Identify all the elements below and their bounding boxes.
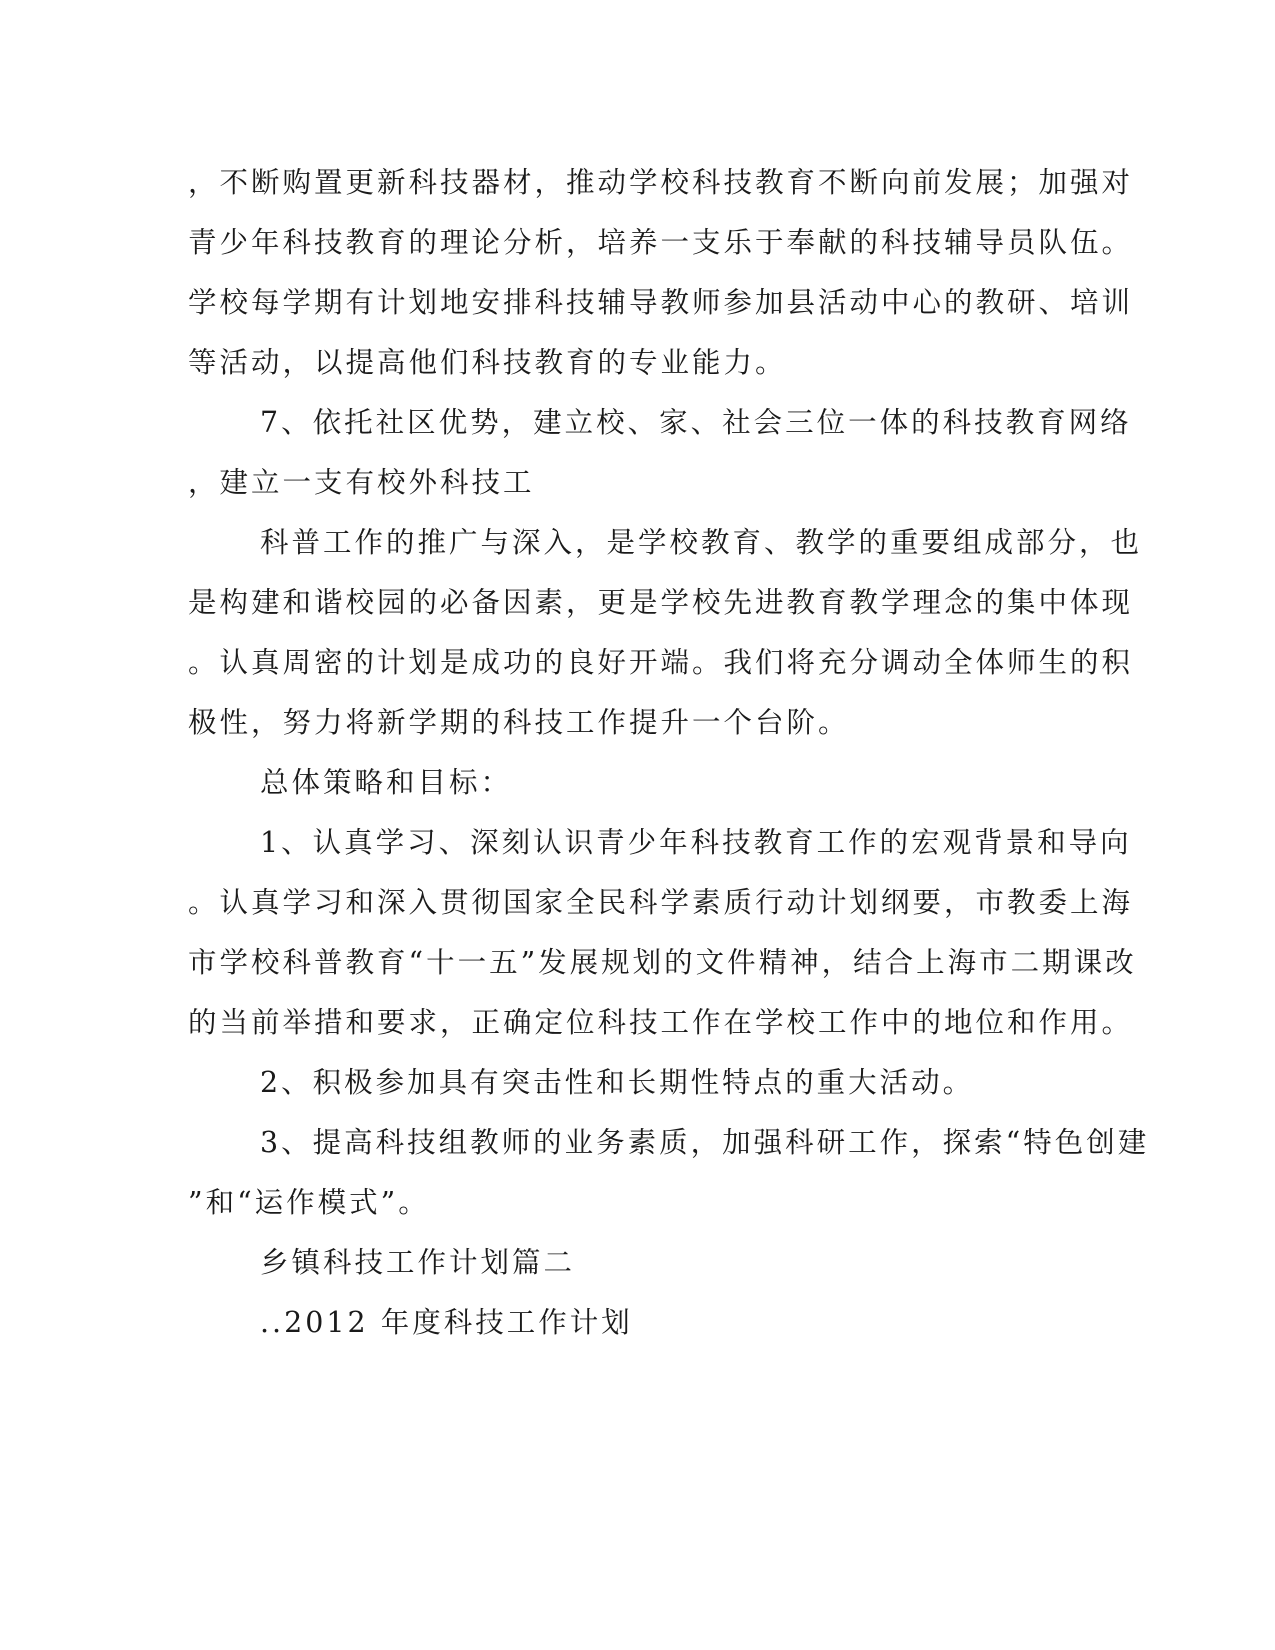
text-line: 市学校科普教育“十一五”发展规划的文件精神，结合上海市二期课改 — [188, 946, 1137, 979]
text-line: ，建立一支有校外科技工 — [188, 466, 535, 499]
paragraph-start-line: 1、认真学习、深刻认识青少年科技教育工作的宏观背景和导向 — [260, 826, 1132, 859]
section-heading: 乡镇科技工作计划篇二 — [260, 1246, 576, 1279]
text-line: ”和“运作模式”。 — [188, 1186, 430, 1219]
paragraph-start-line: 科普工作的推广与深入，是学校教育、教学的重要组成部分，也 — [260, 526, 1143, 559]
section-heading: 总体策略和目标： — [260, 766, 513, 799]
text-line: 。认真周密的计划是成功的良好开端。我们将充分调动全体师生的积 — [188, 646, 1134, 679]
text-line: 学校每学期有计划地安排科技辅导教师参加县活动中心的教研、培训 — [188, 286, 1134, 319]
section-heading: ..2012 年度科技工作计划 — [260, 1306, 633, 1339]
paragraph-start-line: 7、依托社区优势，建立校、家、社会三位一体的科技教育网络 — [260, 406, 1132, 439]
paragraph-start-line: 3、提高科技组教师的业务素质，加强科研工作，探索“特色创建 — [260, 1126, 1150, 1159]
text-line: 等活动，以提高他们科技教育的专业能力。 — [188, 346, 787, 379]
text-line: 青少年科技教育的理论分析，培养一支乐于奉献的科技辅导员队伍。 — [188, 226, 1134, 259]
text-line: 是构建和谐校园的必备因素，更是学校先进教育教学理念的集中体现 — [188, 586, 1134, 619]
text-line: 。认真学习和深入贯彻国家全民科学素质行动计划纲要，市教委上海 — [188, 886, 1134, 919]
text-line: 极性，努力将新学期的科技工作提升一个台阶。 — [188, 706, 850, 739]
paragraph-start-line: 2、积极参加具有突击性和长期性特点的重大活动。 — [260, 1066, 975, 1099]
text-line: ，不断购置更新科技器材，推动学校科技教育不断向前发展；加强对 — [188, 166, 1134, 199]
text-line: 的当前举措和要求，正确定位科技工作在学校工作中的地位和作用。 — [188, 1006, 1134, 1039]
document-body — [188, 164, 1150, 1364]
